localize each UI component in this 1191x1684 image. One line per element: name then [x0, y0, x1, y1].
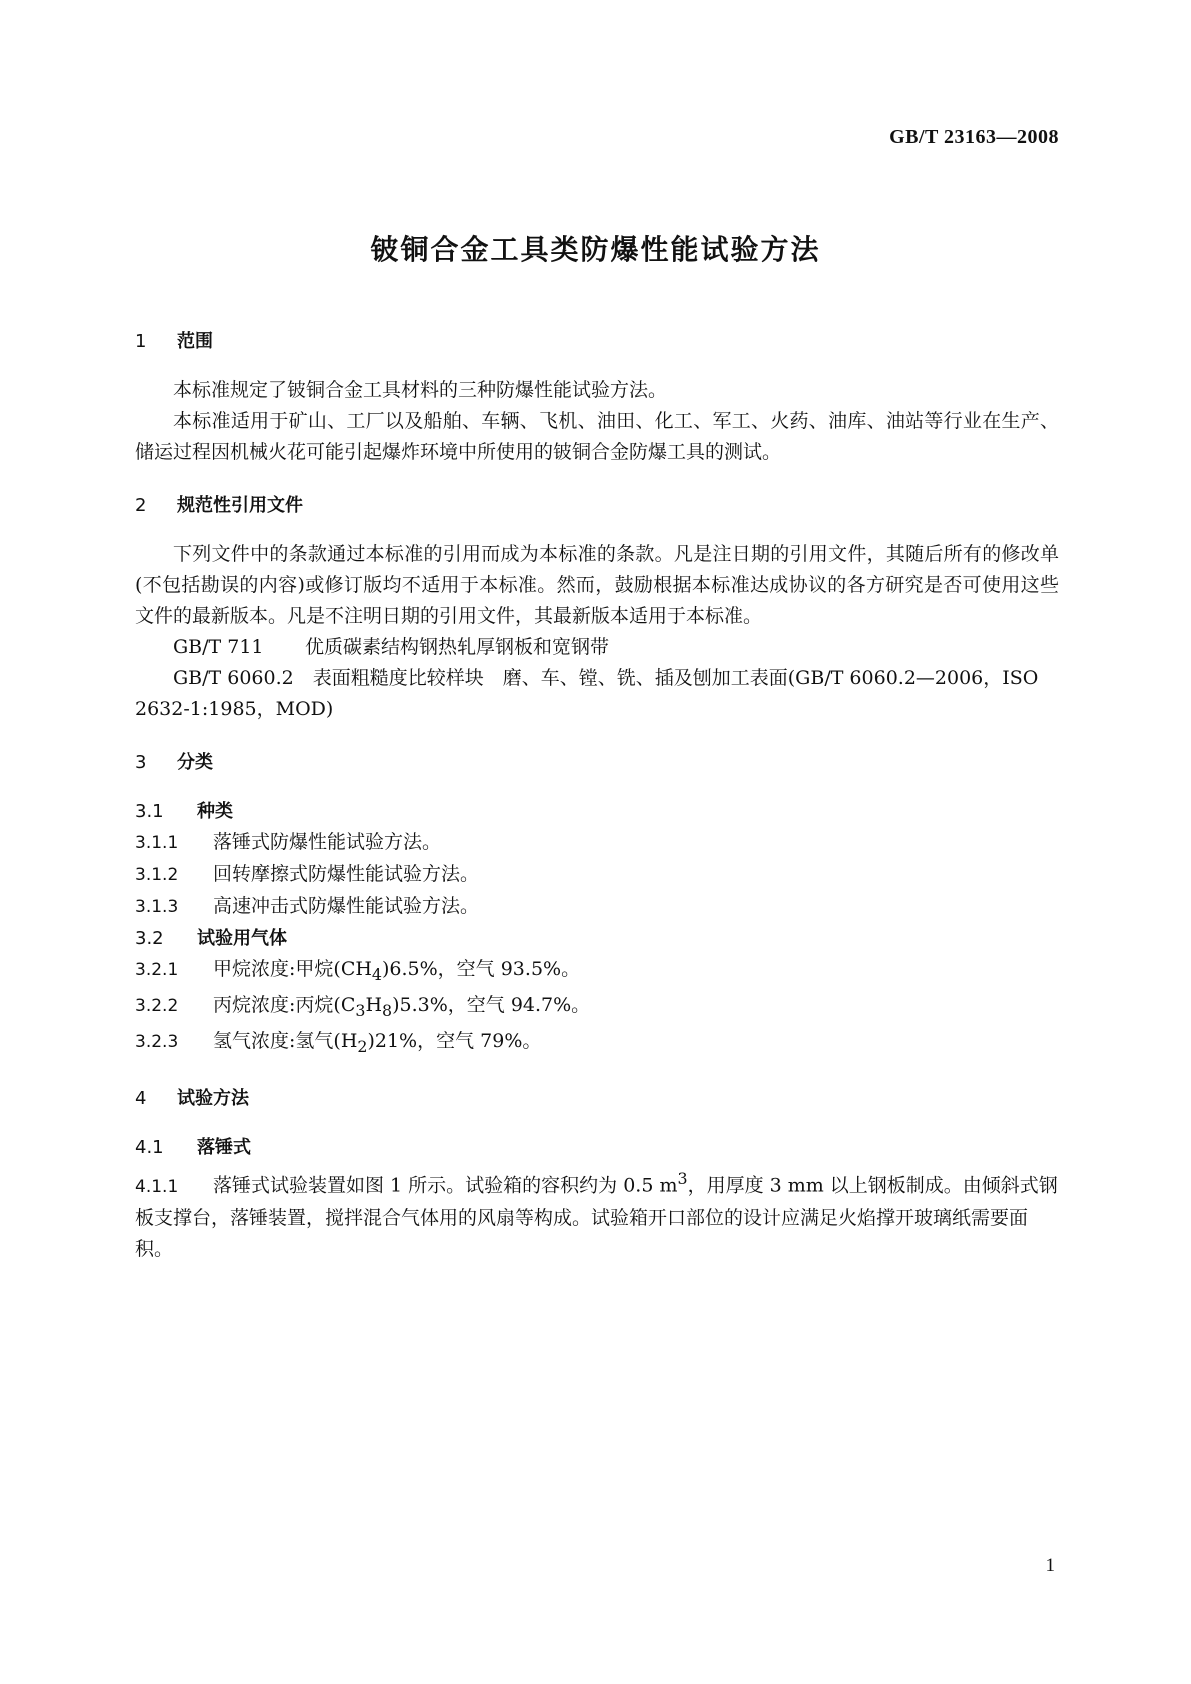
section-1-paragraph-1: 本标准规定了铍铜合金工具材料的三种防爆性能试验方法。	[173, 379, 668, 401]
item-3-1-3: 3.1.3 高速冲击式防爆性能试验方法。	[135, 895, 480, 917]
document-body	[135, 326, 1059, 1265]
item-3-2-3: 3.2.3 氢气浓度:氢气$(H_2)21\%$，空气 79%。	[135, 1029, 542, 1056]
page-number: 1	[1045, 1555, 1055, 1576]
section-2-paragraph: 下列文件中的条款通过本标准的引用而成为本标准的条款。凡是注日期的引用文件，其随后所有的修改单(不包括勘误的内容)或修订版均不适用于本标准。然而，鼓励根据本标准达成协议的各方研究是否可使用这些文件的最新版本。凡是不注明日期的引用文件，其最新版本适用于本标准。	[135, 543, 1059, 627]
item-3-2-2: 3.2.2 丙烷浓度:丙烷$(C_3H_8)5.3\%$，空气 94.7%。	[135, 993, 591, 1020]
section-3-2-heading: 3.2 试验用气体	[135, 928, 287, 949]
section-4-heading: 4 试验方法	[135, 1088, 249, 1110]
item-3-2-1: 3.2.1 甲烷浓度:甲烷$(CH_4)6.5\%$，空气 93.5%。	[135, 958, 581, 984]
section-4-1-heading: 4.1 落锤式	[135, 1137, 251, 1159]
section-3-1-heading: 3.1 种类	[135, 801, 233, 822]
section-2-heading: 2 规范性引用文件	[135, 495, 303, 516]
section-1-paragraph-2: 本标准适用于矿山、工厂以及船舶、车辆、飞机、油田、化工、军工、火药、油库、油站等行业在生产、储运过程因机械火花可能引起爆炸环境中所使用的铍铜合金防爆工具的测试。	[135, 410, 1059, 463]
standard-code: GB/T 23163—2008	[889, 126, 1059, 148]
section-3-heading: 3 分类	[135, 752, 213, 773]
section-1-heading: 1 范围	[135, 331, 213, 352]
reference-2: GB/T 6060.2 表面粗糙度比较样块 磨、车、镗、铣、插及刨加工表面(GB/T 6060.2—2006，ISO 2632-1:1985，MOD)	[135, 667, 1039, 720]
item-3-1-2: 3.1.2 回转摩擦式防爆性能试验方法。	[135, 863, 480, 885]
reference-1: GB/T 711 优质碳素结构钢热轧厚钢板和宽钢带	[173, 636, 610, 658]
document-title: 铍铜合金工具类防爆性能试验方法	[370, 233, 821, 266]
item-4-1-1: 4.1.1 落锤式试验装置如图 1 所示。试验箱的容积约为 0.5 $m^3$，用厚度 3 mm 以上钢板制成。由倾斜式钢板支撑台，落锤装置，搅拌混合气体用的风扇等构成。试验箱开口部位的设计应满足火焰撑开玻璃纸需要面积。	[135, 1169, 1058, 1260]
item-3-1-1: 3.1.1 落锤式防爆性能试验方法。	[135, 831, 442, 853]
